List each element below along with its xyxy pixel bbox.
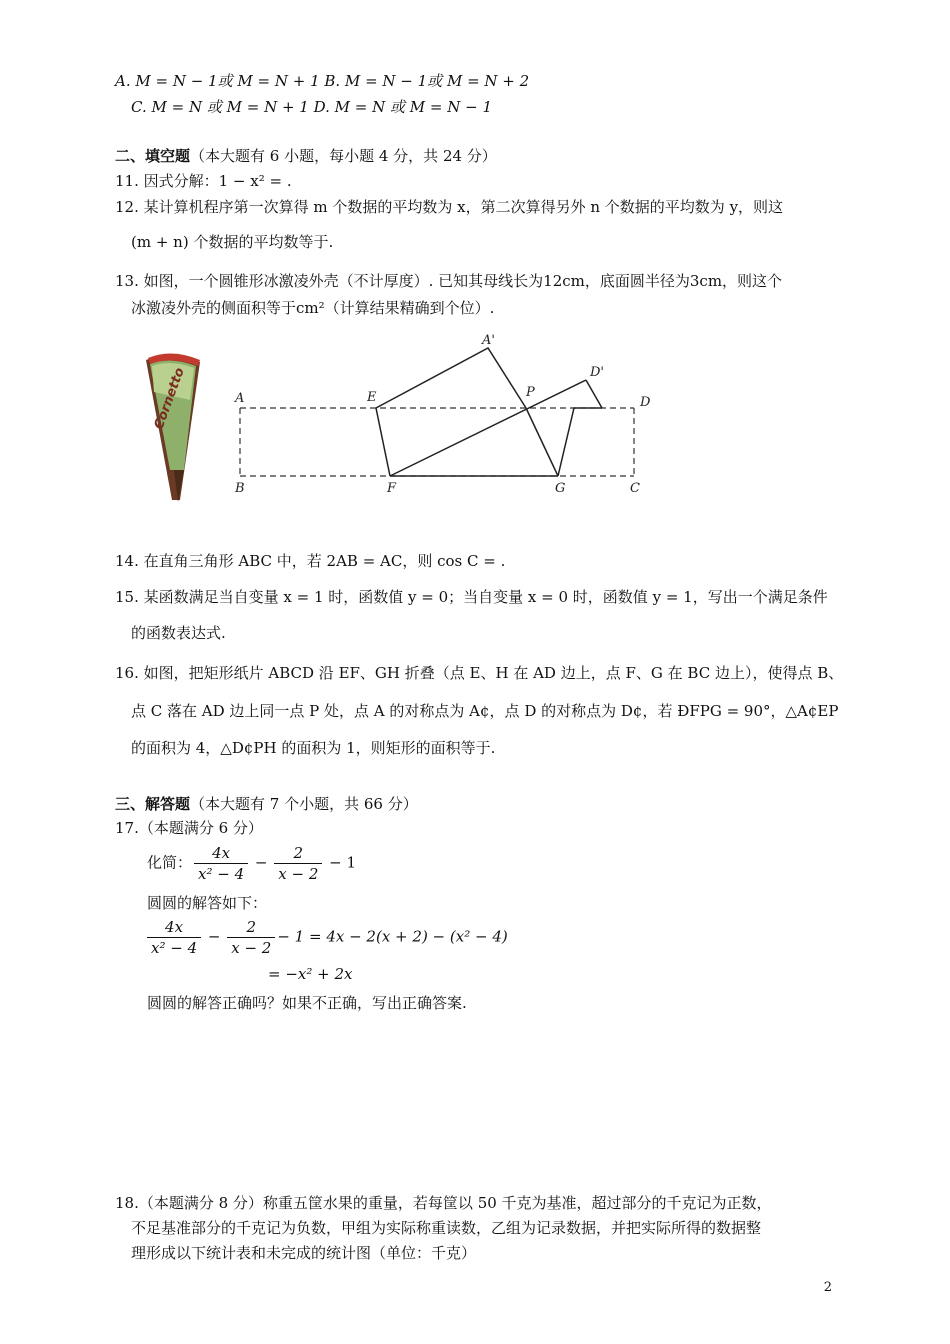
label-b: B xyxy=(235,481,245,496)
section2-heading: 二、填空题 xyxy=(115,147,191,165)
q17-step1-frac2-numerator: 2 xyxy=(227,917,275,938)
fold-lines xyxy=(376,348,602,476)
q10-options-line2: C. M = N 或 M = N + 1 D. M = N 或 M = N − 1 xyxy=(131,98,492,116)
q11-text: 11. 因式分解：1 − x² = . xyxy=(115,172,292,190)
cone-brand-text: Cornetto xyxy=(151,365,188,432)
section2-heading-row xyxy=(115,146,497,166)
q17-step1-fraction-1 xyxy=(147,917,201,958)
q17-step1-frac1-denominator: x² − 4 xyxy=(151,939,198,957)
q17-simplify: 化简： $\frac{4x}{\text{x² − 4}}$ − $\frac{2}{x - 2}$ − 1 xyxy=(147,844,357,883)
label-a-prime: A' xyxy=(482,333,495,348)
q13-line1: 13. 如图，一个圆锥形冰激凌外壳（不计厚度）. 已知其母线长为12cm，底面圆半径为3cm，则这个 xyxy=(115,272,783,290)
q17-tail: − 1 xyxy=(329,853,357,872)
q17-frac1-numerator: 4x xyxy=(194,843,248,864)
page-number: 2 xyxy=(823,1280,832,1295)
section3-note: （本大题有 7 个小题，共 66 分） xyxy=(190,795,418,813)
q10-options-line1: A. M = N − 1或 M = N + 1 B. M = N − 1或 M = N + 2 xyxy=(115,72,530,90)
label-d-prime: D' xyxy=(590,365,604,380)
figure-cone-and-rectangle xyxy=(140,330,660,510)
q17-title: 17.（本题满分 6 分） xyxy=(115,819,263,837)
q18-line3: 理形成以下统计表和未完成的统计图（单位：千克） xyxy=(131,1244,477,1262)
q17-step1: $\frac{4x}{\text{x² − 4}}$ − $\frac{2}{x - 2}$ − 1 = 4x − 2(x + 2) − (x² − 4) xyxy=(145,917,508,958)
ice-cream-cone-image xyxy=(146,353,200,502)
q17-simplify-label: 化简： xyxy=(147,853,193,872)
q14-text: 14. 在直角三角形 ABC 中，若 2AB = AC，则 cos C = . xyxy=(115,552,506,570)
label-a: A xyxy=(235,391,245,406)
q17-step2: = −x² + 2x xyxy=(268,965,353,983)
q17-step1-frac1-numerator: 4x xyxy=(147,917,201,938)
q17-frac1-denominator: x² − 4 xyxy=(198,865,245,883)
section3-heading: 三、解答题 xyxy=(115,795,191,813)
q17-solution-intro: 圆圆的解答如下： xyxy=(147,894,268,912)
q12-line1: 12. 某计算机程序第一次算得 m 个数据的平均数为 x，第二次算得另外 n 个数据的平均数为 y，则这 xyxy=(115,198,784,216)
q18-line1: 18.（本题满分 8 分）称重五筐水果的重量，若每筐以 50 千克为基准，超过部分的千克记为正数， xyxy=(115,1194,772,1212)
label-f: F xyxy=(387,481,397,496)
label-g: G xyxy=(555,481,566,496)
rectangle-abcd xyxy=(240,408,634,476)
q17-fraction-2 xyxy=(274,843,322,884)
q17-question: 圆圆的解答正确吗？如果不正确，写出正确答案. xyxy=(147,994,467,1012)
q15-line1: 15. 某函数满足当自变量 x = 1 时，函数值 y = 0；当自变量 x = 0 时，函数值 y = 1，写出一个满足条件 xyxy=(115,588,828,606)
label-p: P xyxy=(526,385,535,400)
q15-line2: 的函数表达式. xyxy=(131,624,226,642)
q12-line2: (m + n) 个数据的平均数等于. xyxy=(131,233,334,251)
q16-line1: 16. 如图，把矩形纸片 ABCD 沿 EF、GH 折叠（点 E、H 在 AD 边上，点 F、G 在 BC 边上），使得点 B、 xyxy=(115,664,844,682)
section2-note: （本大题有 6 小题，每小题 4 分，共 24 分） xyxy=(190,147,497,165)
q17-step1-frac2-denominator: x − 2 xyxy=(231,939,272,957)
label-c: C xyxy=(630,481,640,496)
q16-line2: 点 C 落在 AD 边上同一点 P 处，点 A 的对称点为 A¢，点 D 的对称点为 D¢，若 ÐFPG = 90°，△A¢EP xyxy=(131,702,839,720)
q18-line2: 不足基准部分的千克记为负数，甲组为实际称重读数，乙组为记录数据，并把实际所得的数据整 xyxy=(131,1219,762,1237)
q17-fraction-1 xyxy=(194,843,248,884)
section3-heading-row xyxy=(115,794,418,814)
q17-frac2-numerator: 2 xyxy=(274,843,322,864)
q17-step1-fraction-2 xyxy=(227,917,275,958)
q16-line3: 的面积为 4，△D¢PH 的面积为 1，则矩形的面积等于. xyxy=(131,739,496,757)
label-d: D xyxy=(640,395,651,410)
q17-step1-rhs: − 1 = 4x − 2(x + 2) − (x² − 4) xyxy=(277,927,508,946)
q17-frac2-denominator: x − 2 xyxy=(278,865,319,883)
q13-line2: 冰激凌外壳的侧面积等于cm²（计算结果精确到个位）. xyxy=(131,299,495,317)
label-e: E xyxy=(367,390,377,405)
